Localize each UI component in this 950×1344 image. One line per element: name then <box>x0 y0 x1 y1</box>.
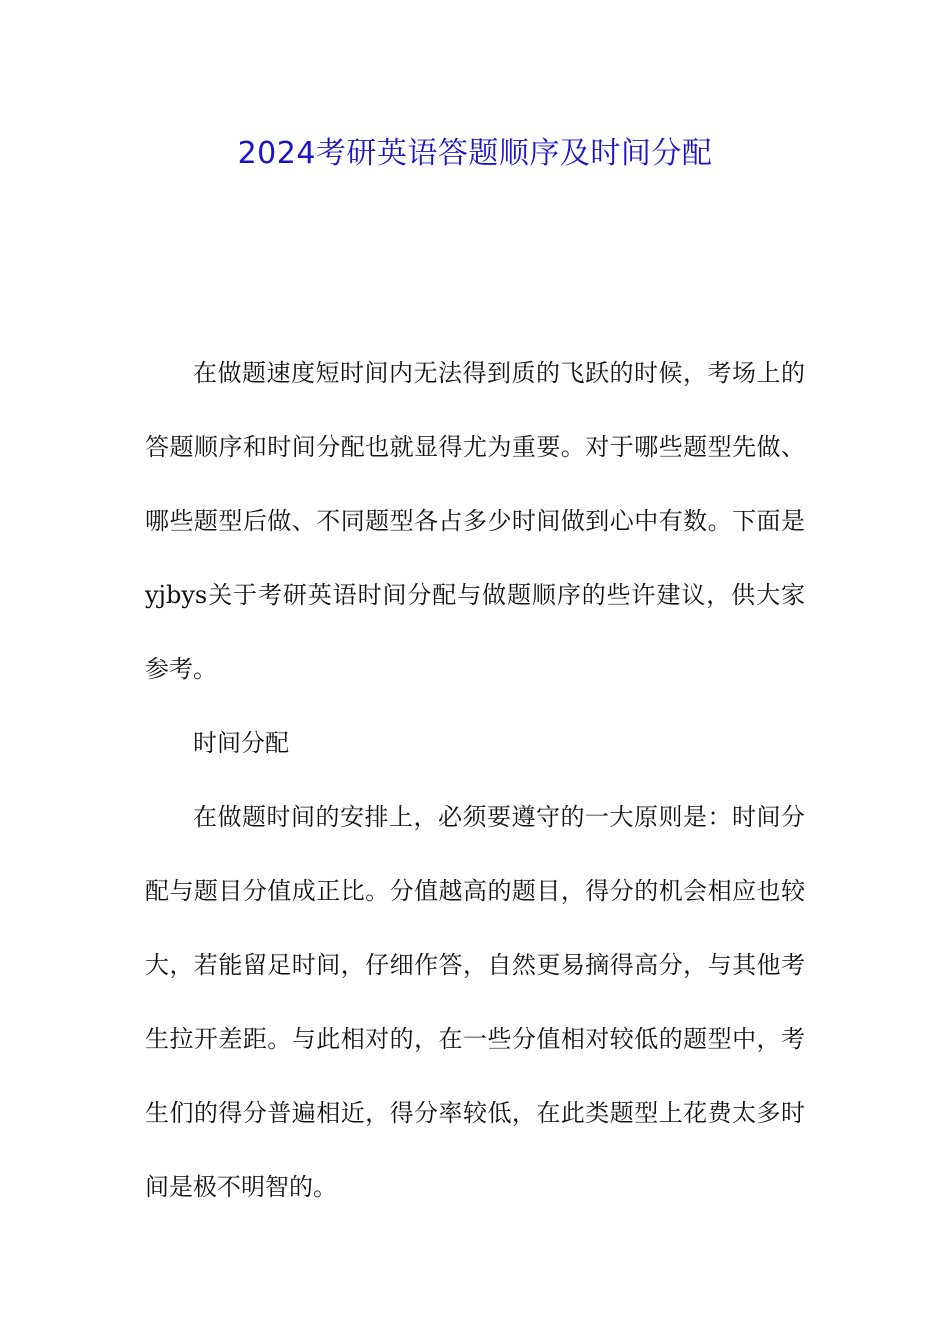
document-body <box>145 336 805 1224</box>
document-title: 2024考研英语答题顺序及时间分配 <box>237 136 713 171</box>
paragraph-intro: 在做题速度短时间内无法得到质的飞跃的时候，考场上的答题顺序和时间分配也就显得尤为重要。对于哪些题型先做、哪些题型后做、不同题型各占多少时间做到心中有数。下面是yjbys关于考研英语时间分配与做题顺序的些许建议，供大家参考。 <box>145 359 805 683</box>
section-heading-time-allocation: 时间分配 <box>193 729 289 757</box>
paragraph-time-allocation: 在做题时间的安排上，必须要遵守的一大原则是：时间分配与题目分值成正比。分值越高的题目，得分的机会相应也较大，若能留足时间，仔细作答，自然更易摘得高分，与其他考生拉开差距。与此相对的，在一些分值相对较低的题型中，考生们的得分普遍相近，得分率较低，在此类题型上花费太多时间是极不明智的。 <box>145 803 805 1201</box>
